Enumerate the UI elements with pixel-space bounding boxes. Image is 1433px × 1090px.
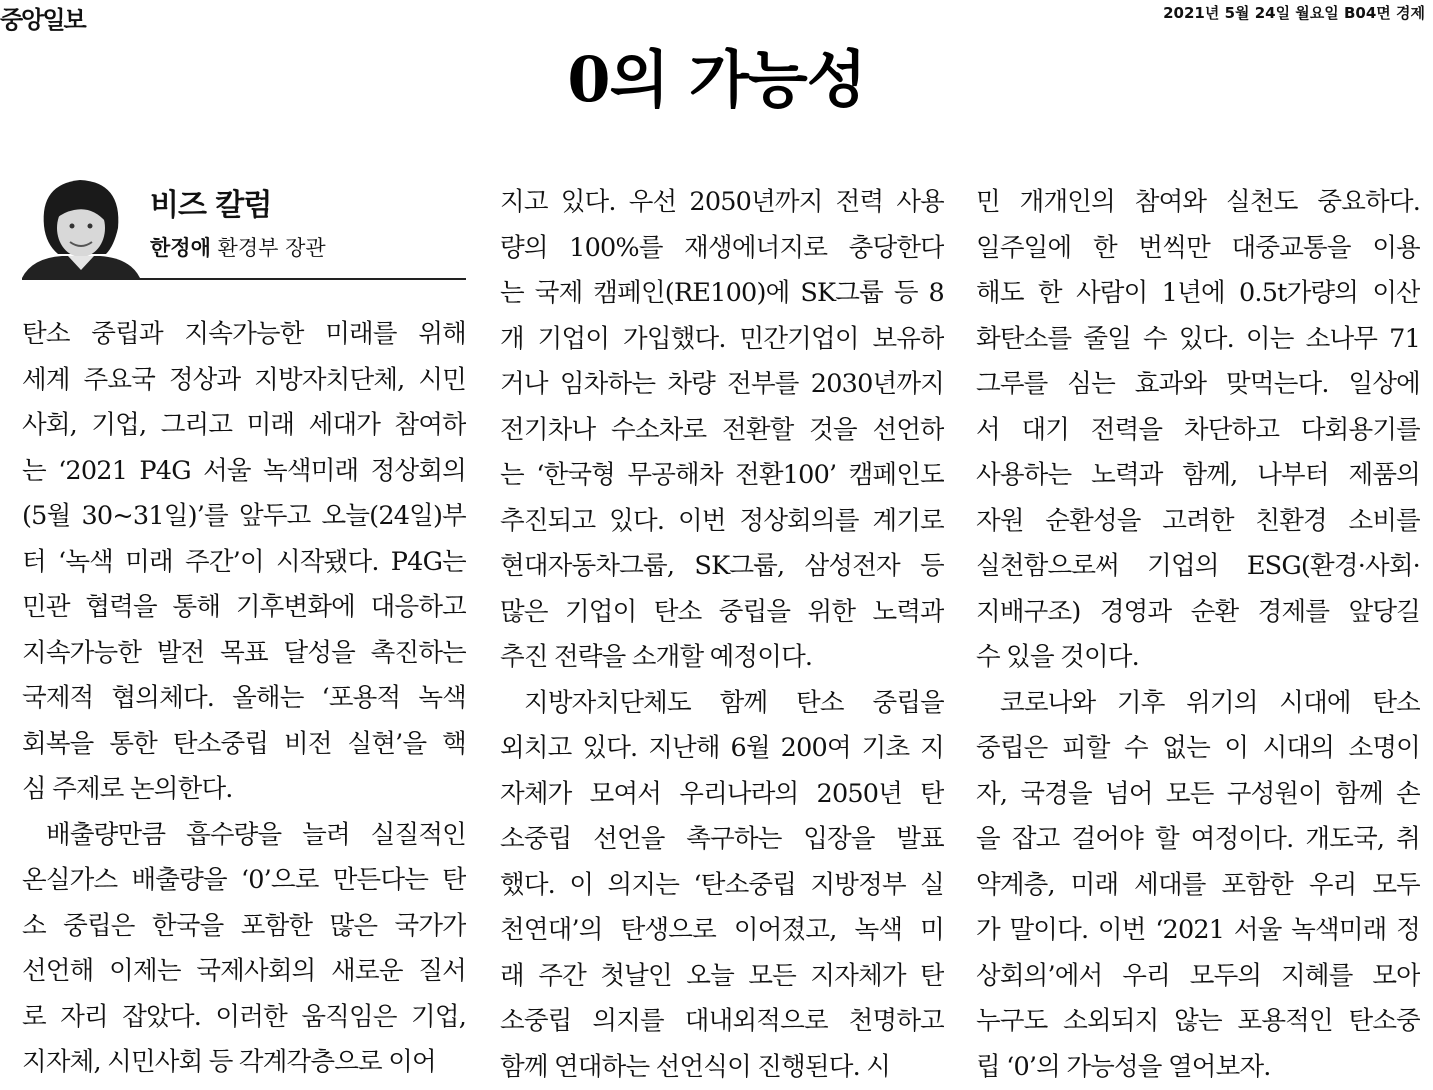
article-text-line: 량의 100%를 재생에너지로 충당한다 <box>500 226 944 272</box>
article-text-line: 로 자리 잡았다. 이러한 움직임은 기업, <box>22 995 466 1041</box>
issue-dateline: 2021년 5월 24일 월요일 B04면 경제 <box>1163 2 1425 23</box>
article-text-line: 온실가스 배출량을 ‘0’으로 만든다는 탄 <box>22 858 466 904</box>
article-text-line: 는 ‘한국형 무공해차 전환100’ 캠페인도 <box>500 453 944 499</box>
article-text-line: 지배구조) 경영과 순환 경제를 앞당길 <box>976 590 1420 636</box>
article-text-line: 사용하는 노력과 함께, 나부터 제품의 <box>976 453 1420 499</box>
article-text-line: 심 주제로 논의한다. <box>22 767 466 813</box>
article-text-line: 거나 임차하는 차량 전부를 2030년까지 <box>500 362 944 408</box>
article-text-line: 추진 전략을 소개할 예정이다. <box>500 635 944 681</box>
article-text-line: 지자체, 시민사회 등 각계각층으로 이어 <box>22 1040 466 1086</box>
article-text-line: 추진되고 있다. 이번 정상회의를 계기로 <box>500 499 944 545</box>
author-title: 환경부 장관 <box>218 236 326 260</box>
article-text-line: 외치고 있다. 지난해 6월 200여 기초 지 <box>500 726 944 772</box>
article-text-line: 누구도 소외되지 않는 포용적인 탄소중 <box>976 999 1420 1045</box>
article-text-line: 소중립 선언을 촉구하는 입장을 발표 <box>500 817 944 863</box>
article-text-line: 래 주간 첫날인 오늘 모든 지자체가 탄 <box>500 954 944 1000</box>
article-text-line: 개 기업이 가입했다. 민간기업이 보유하 <box>500 317 944 363</box>
article-text-line: 상회의’에서 우리 모두의 지혜를 모아 <box>976 954 1420 1000</box>
newspaper-masthead: 중앙일보 <box>0 0 85 35</box>
article-text-line: 선언해 이제는 국제사회의 새로운 질서 <box>22 949 466 995</box>
article-column-3 <box>976 180 1420 1090</box>
byline-box <box>22 158 466 280</box>
article-text-line: 전기차나 수소차로 전환할 것을 선언하 <box>500 408 944 454</box>
article-text-line: 국제적 협의체다. 올해는 ‘포용적 녹색 <box>22 676 466 722</box>
article-text-line: 중립은 피할 수 없는 이 시대의 소명이 <box>976 726 1420 772</box>
article-text-line: 지방자치단체도 함께 탄소 중립을 <box>500 681 944 727</box>
article-text-line: 사회, 기업, 그리고 미래 세대가 참여하 <box>22 403 466 449</box>
article-text-line: 화탄소를 줄일 수 있다. 이는 소나무 71 <box>976 317 1420 363</box>
article-text-line: 많은 기업이 탄소 중립을 위한 노력과 <box>500 590 944 636</box>
article-text-line: 천연대’의 탄생으로 이어졌고, 녹색 미 <box>500 908 944 954</box>
article-column-1 <box>22 312 466 1086</box>
article-text-line: 을 잡고 걸어야 할 여정이다. 개도국, 취 <box>976 817 1420 863</box>
article-text-line: 함께 연대하는 선언식이 진행된다. 시 <box>500 1045 944 1090</box>
article-text-line: 지속가능한 발전 목표 달성을 촉진하는 <box>22 631 466 677</box>
article-text-line: 해도 한 사람이 1년에 0.5t가량의 이산 <box>976 271 1420 317</box>
article-text-line: 했다. 이 의지는 ‘탄소중립 지방정부 실 <box>500 863 944 909</box>
article-text-line: 민 개개인의 참여와 실천도 중요하다. <box>976 180 1420 226</box>
article-column-2 <box>500 180 944 1090</box>
article-text-line: 는 국제 캠페인(RE100)에 SK그룹 등 8 <box>500 271 944 317</box>
article-text-line: 자원 순환성을 고려한 친환경 소비를 <box>976 499 1420 545</box>
article-headline: 0의 가능성 <box>0 30 1433 119</box>
article-text-line: 소중립 의지를 대내외적으로 천명하고 <box>500 999 944 1045</box>
article-text-line: 자, 국경을 넘어 모든 구성원이 함께 손 <box>976 772 1420 818</box>
article-text-line: 가 말이다. 이번 ‘2021 서울 녹색미래 정 <box>976 908 1420 954</box>
article-text-line: 약계층, 미래 세대를 포함한 우리 모두 <box>976 863 1420 909</box>
article-text-line: 터 ‘녹색 미래 주간’이 시작됐다. P4G는 <box>22 540 466 586</box>
article-text-line: 그루를 심는 효과와 맞먹는다. 일상에 <box>976 362 1420 408</box>
article-text-line: 민관 협력을 통해 기후변화에 대응하고 <box>22 585 466 631</box>
article-text-line: 실천함으로써 기업의 ESG(환경·사회· <box>976 544 1420 590</box>
article-text-line: 서 대기 전력을 차단하고 다회용기를 <box>976 408 1420 454</box>
article-text-line: 탄소 중립과 지속가능한 미래를 위해 <box>22 312 466 358</box>
column-category-label: 비즈 칼럼 <box>150 180 271 224</box>
article-text-line: 는 ‘2021 P4G 서울 녹색미래 정상회의 <box>22 449 466 495</box>
article-text-line: 일주일에 한 번씩만 대중교통을 이용 <box>976 226 1420 272</box>
article-text-line: 코로나와 기후 위기의 시대에 탄소 <box>976 681 1420 727</box>
article-text-line: 자체가 모여서 우리나라의 2050년 탄 <box>500 772 944 818</box>
article-text-line: 배출량만큼 흡수량을 늘려 실질적인 <box>22 813 466 859</box>
article-text-line: 립 ‘0’의 가능성을 열어보자. <box>976 1045 1420 1090</box>
author-portrait-image <box>22 166 140 278</box>
article-text-line: 수 있을 것이다. <box>976 635 1420 681</box>
article-text-line: 회복을 통한 탄소중립 비전 실현’을 핵 <box>22 722 466 768</box>
article-text-line: 지고 있다. 우선 2050년까지 전력 사용 <box>500 180 944 226</box>
author-line <box>150 232 326 262</box>
article-text-line: 세계 주요국 정상과 지방자치단체, 시민 <box>22 358 466 404</box>
article-text-line: (5월 30~31일)’를 앞두고 오늘(24일)부 <box>22 494 466 540</box>
author-name: 한정애 <box>150 236 211 260</box>
article-text-line: 소 중립은 한국을 포함한 많은 국가가 <box>22 904 466 950</box>
article-text-line: 현대자동차그룹, SK그룹, 삼성전자 등 <box>500 544 944 590</box>
